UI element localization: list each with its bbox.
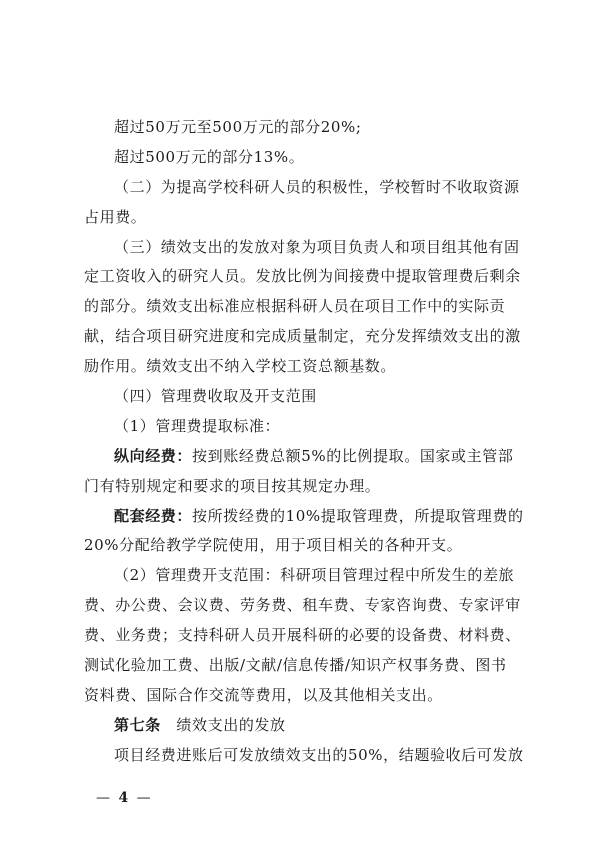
text-line: 门有特别规定和要求的项目按其规定办理。 — [84, 476, 381, 495]
term-label: 配套经费： — [114, 506, 193, 525]
text-line: 20%分配给教学学院使用，用于项目相关的各种开支。 — [84, 536, 463, 555]
text-line: （2）管理费开支范围：科研项目管理过程中所发生的差旅 — [114, 566, 515, 585]
page-number-dash-left: — — [96, 790, 110, 806]
text-line: 费、业务费；支持科研人员开展科研的必要的设备费、材料费、 — [84, 626, 521, 645]
text-line: 测试化验加工费、出版/文献/信息传播/知识产权事务费、图书 — [84, 656, 507, 675]
text-line: 资料费、国际合作交流等费用，以及其他相关支出。 — [84, 685, 443, 704]
page-number-value: 4 — [118, 790, 129, 806]
text-line: （四）管理费收取及开支范围 — [114, 387, 317, 406]
article-number: 第七条 — [114, 715, 161, 734]
text-line: （二）为提高学校科研人员的积极性，学校暂时不收取资源 — [114, 177, 520, 196]
page-number — [96, 790, 151, 806]
text-line: （三）绩效支出的发放对象为项目负责人和项目组其他有固 — [114, 237, 520, 256]
text-line: 献，结合项目研究进度和完成质量制定，充分发挥绩效支出的激 — [84, 327, 521, 346]
term-label: 纵向经费： — [114, 446, 193, 465]
text-line: 定工资收入的研究人员。发放比例为间接费中提取管理费后剩余 — [84, 267, 521, 286]
text-line: 占用费。 — [84, 207, 147, 226]
text-line: 纵向经费：按到账经费总额5%的比例提取。国家或主管部 — [114, 446, 514, 465]
article-heading: 第七条 绩效支出的发放 — [114, 715, 286, 734]
text-line: 超过500万元的部分13%。 — [114, 147, 305, 166]
text-line: 项目经费进账后可发放绩效支出的50%，结题验收后可发放 — [114, 745, 524, 764]
body-text — [84, 113, 540, 771]
page-number-dash-right: — — [136, 790, 151, 806]
text-line: 的部分。绩效支出标准应根据科研人员在项目工作中的实际贡 — [84, 297, 506, 316]
text-line: 励作用。绩效支出不纳入学校工资总额基数。 — [84, 357, 397, 376]
text-line: 配套经费：按所拨经费的10%提取管理费，所提取管理费的 — [114, 506, 524, 525]
text-line: 费、办公费、会议费、劳务费、租车费、专家咨询费、专家评审 — [84, 596, 521, 615]
text-line: 超过50万元至500万元的部分20%; — [114, 118, 362, 136]
text-line: （1）管理费提取标准： — [114, 416, 281, 435]
